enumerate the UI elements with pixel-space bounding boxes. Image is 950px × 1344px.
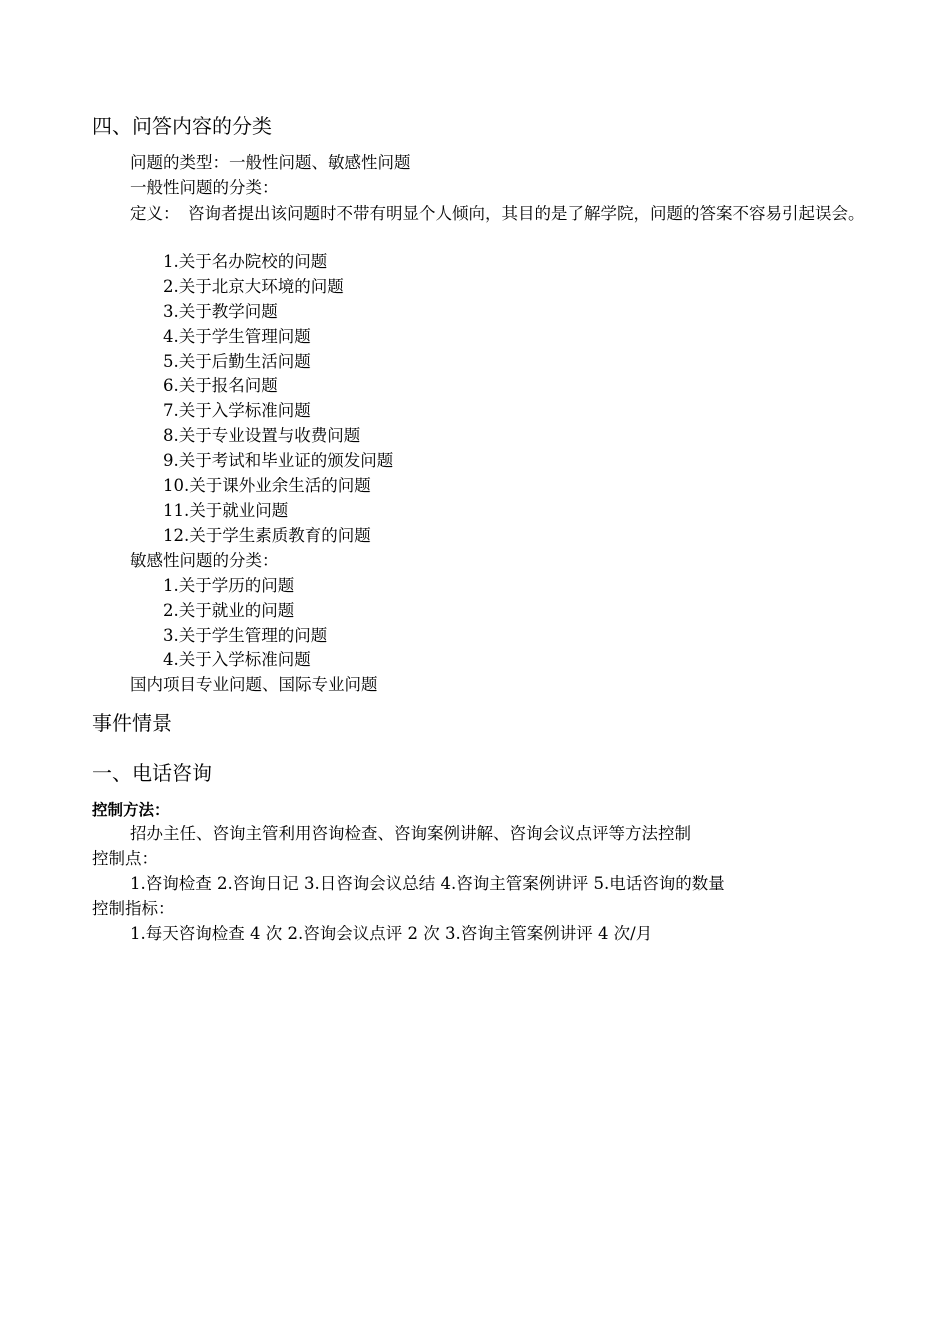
list-item: 8.关于专业设置与收费问题	[163, 426, 361, 445]
list-item: 9.关于考试和毕业证的颁发问题	[163, 451, 394, 470]
section-title-scenarios: 事件情景	[92, 711, 172, 735]
definition-paragraph	[130, 201, 870, 226]
project-questions-line: 国内项目专业问题、国际专业问题	[130, 675, 378, 694]
sensitive-questions-heading: 敏感性问题的分类：	[130, 551, 279, 570]
control-method-text: 招办主任、咨询主管利用咨询检查、咨询案例讲解、咨询会议点评等方法控制	[130, 824, 691, 843]
list-item: 7.关于入学标准问题	[163, 401, 311, 420]
definition-label: 定义：	[130, 204, 180, 223]
list-item: 1.关于名办院校的问题	[163, 252, 328, 271]
control-points-text: 1.咨询检查 2.咨询日记 3.日咨询会议总结 4.咨询主管案例讲评 5.电话咨询的数量	[130, 874, 725, 893]
control-method-heading: 控制方法：	[92, 801, 170, 819]
question-types-line: 问题的类型：一般性问题、敏感性问题	[130, 153, 411, 172]
list-item: 12.关于学生素质教育的问题	[163, 526, 371, 545]
control-indicators-text: 1.每天咨询检查 4 次 2.咨询会议点评 2 次 3.咨询主管案例讲评 4 次/月	[130, 924, 653, 943]
definition-text: 咨询者提出该问题时不带有明显个人倾向，其目的是了解学院，问题的答案不容易引起误会。	[188, 204, 865, 223]
list-item: 5.关于后勤生活问题	[163, 352, 311, 371]
list-item: 2.关于就业的问题	[163, 601, 295, 620]
list-item: 10.关于课外业余生活的问题	[163, 476, 371, 495]
list-item: 3.关于教学问题	[163, 302, 278, 321]
list-item: 3.关于学生管理的问题	[163, 626, 328, 645]
control-points-heading: 控制点：	[92, 849, 158, 868]
section-title-classification: 四、问答内容的分类	[92, 114, 272, 138]
section-title-phone-consult: 一、电话咨询	[92, 761, 212, 785]
list-item: 4.关于学生管理问题	[163, 327, 311, 346]
list-item: 6.关于报名问题	[163, 376, 278, 395]
general-questions-heading: 一般性问题的分类：	[130, 178, 279, 197]
list-item: 1.关于学历的问题	[163, 576, 295, 595]
control-indicators-heading: 控制指标：	[92, 899, 175, 918]
list-item: 2.关于北京大环境的问题	[163, 277, 344, 296]
list-item: 11.关于就业问题	[163, 501, 289, 520]
list-item: 4.关于入学标准问题	[163, 650, 311, 669]
